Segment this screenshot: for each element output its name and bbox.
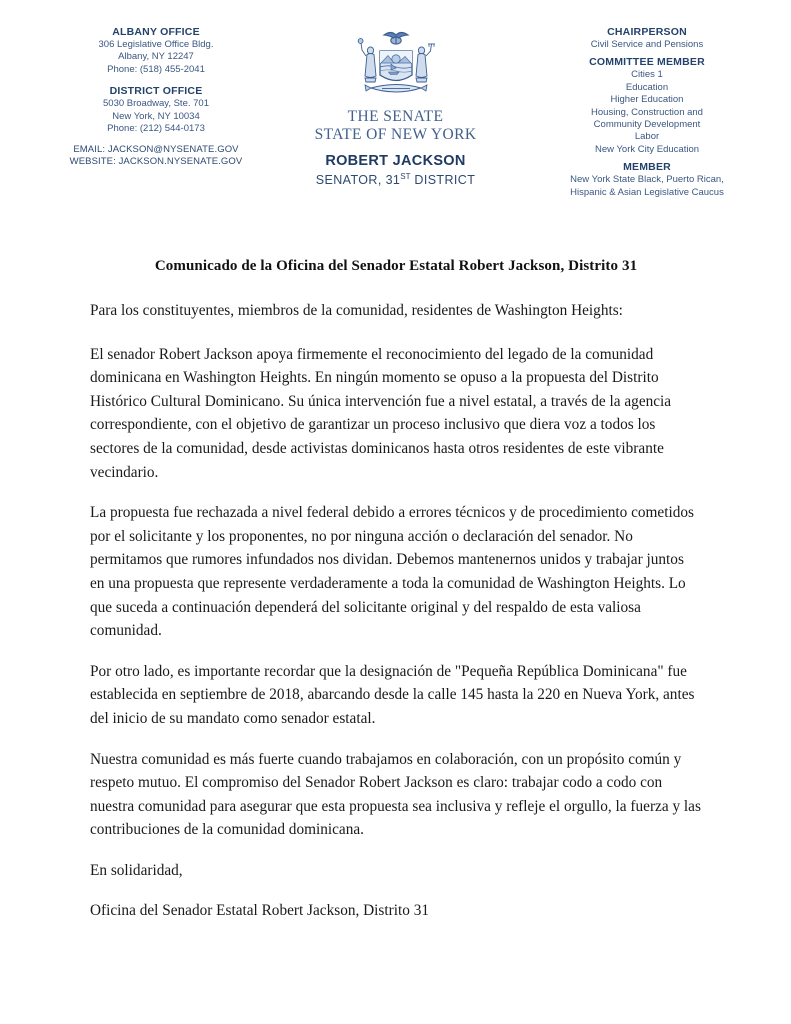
senator-name: ROBERT JACKSON	[325, 153, 466, 169]
senate-title-line-2: STATE OF NEW YORK	[314, 126, 477, 143]
salutation: Para los constituyentes, miembros de la comunidad, residentes de Washington Heights:	[90, 302, 623, 319]
closing-line: En solidaridad,	[90, 861, 183, 879]
senator-district-ordinal-suffix: ST	[400, 172, 411, 181]
new-york-state-seal-icon	[353, 26, 439, 104]
member-heading: MEMBER	[623, 161, 671, 174]
district-office-city-line: New York, NY 10034	[112, 110, 200, 122]
letterhead	[0, 0, 791, 222]
committee-line-labor: Labor	[634, 131, 660, 143]
district-office-heading: DISTRICT OFFICE	[109, 85, 203, 98]
committee-line-education: Education	[625, 81, 669, 93]
body-paragraph-1: El senador Robert Jackson apoya firmemente el reconocimiento del legado de la comunidad dominicana en Washington Heights. En ningún momento se opuso a la propuesta del Distrito Histórico Cultural Dominicano. Su única intervención fue a nivel estatal, a través de la agencia correspondiente, con el objetivo de garantizar un proceso inclusivo que diera voz a todos los sectores de la comunidad, desde activistas dominicanos hasta otros residentes de este vibrante vecindario.	[90, 345, 672, 481]
member-caucus-line-2: Hispanic & Asian Legislative Caucus	[570, 186, 724, 198]
body-paragraph-3: Por otro lado, es importante recordar que la designación de "Pequeña República Dominicana" fue establecida en septiembre de 2018, abarcando desde la calle 145 hasta la 220 en Nueva York, antes del inicio de su mandato como senador estatal.	[90, 662, 695, 727]
albany-office-address-line: 306 Legislative Office Bldg.	[98, 39, 214, 50]
senator-district-prefix: SENATOR, 31	[315, 173, 401, 188]
chairperson-heading: CHAIRPERSON	[607, 26, 687, 38]
committee-line-higher-education: Higher Education	[610, 94, 684, 106]
senate-title-line-1: THE SENATE	[347, 108, 444, 125]
email-line[interactable]: EMAIL: JACKSON@NYSENATE.GOV	[73, 144, 239, 156]
body-paragraph-4: Nuestra comunidad es más fuerte cuando trabajamos en colaboración, con un propósito común y respeto mutuo. El compromiso del Senador Robert Jackson es claro: trabajar codo a codo con nuestra comunidad para asegurar que esta propuesta sea inclusiva y refleje el orgullo, la fuerza y las contribuciones de la comunidad dominicana.	[90, 750, 701, 839]
page-title: Comunicado de la Oficina del Senador Estatal Robert Jackson, Distrito 31	[154, 258, 638, 274]
district-office-address-line: 5030 Broadway, Ste. 701	[103, 98, 209, 110]
albany-office-city-line: Albany, NY 12247	[118, 51, 194, 63]
albany-office-phone-line: Phone: (518) 455-2041	[107, 63, 205, 75]
committee-line-housing-1: Housing, Construction and	[591, 106, 703, 118]
senator-district-suffix: DISTRICT	[410, 173, 476, 188]
committee-line-cities: Cities 1	[631, 69, 663, 81]
chairperson-committee-line: Civil Service and Pensions	[590, 39, 704, 50]
document-body	[90, 256, 702, 923]
committee-line-nyc-education: New York City Education	[594, 143, 700, 155]
website-line[interactable]: WEBSITE: JACKSON.NYSENATE.GOV	[69, 156, 243, 168]
district-office-phone-line: Phone: (212) 544-0173	[107, 123, 205, 135]
member-caucus-line-1: New York State Black, Puerto Rican,	[570, 174, 724, 186]
signature-line: Oficina del Senador Estatal Robert Jackson, Distrito 31	[90, 902, 430, 920]
committee-member-heading: COMMITTEE MEMBER	[589, 56, 705, 69]
committee-line-housing-2: Community Development	[593, 119, 701, 131]
body-paragraph-2: La propuesta fue rechazada a nivel federal debido a errores técnicos y de procedimiento cometidos por el solicitante y los proponentes, no por ninguna acción o declaración del senador. No permitamos que rumores infundados nos dividan. Debemos mantenernos unidos y trabajar juntos en una propuesta que represente verdaderamente a toda la comunidad de Washington Heights. Lo que suceda a continuación dependerá del solicitante original y del respaldo de esta valiosa comunidad.	[90, 504, 694, 640]
letterhead-right-column	[517, 26, 777, 199]
albany-office-heading: ALBANY OFFICE	[112, 26, 200, 38]
